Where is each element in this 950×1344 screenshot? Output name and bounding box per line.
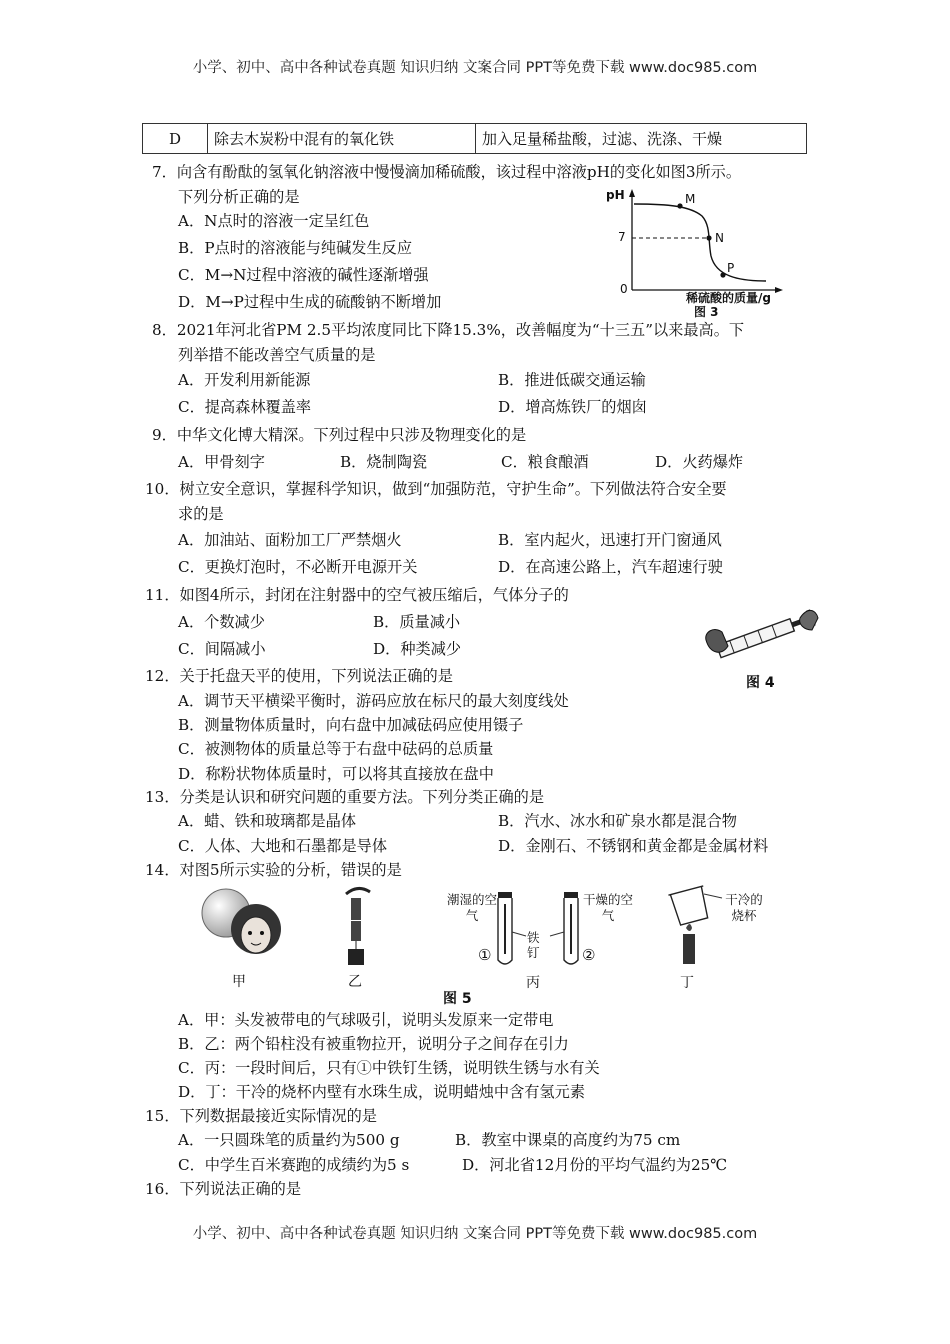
figure-4-syringe <box>700 596 820 691</box>
q7-stem-cont: 下列分析正确的是 <box>178 188 300 206</box>
fig5-label-yi: 乙 <box>348 974 362 990</box>
table-cell-method: 加入足量稀盐酸，过滤、洗涤、干燥 <box>476 124 807 154</box>
q16-stem: 16．下列说法正确的是 <box>145 1180 302 1198</box>
q7-option-d: D．M→P过程中生成的硫酸钠不断增加 <box>178 293 442 311</box>
fig5-label-bing: 丙 <box>526 975 540 991</box>
options-table <box>142 123 807 154</box>
q15-option-b: B．教室中课桌的高度约为75 cm <box>455 1131 681 1149</box>
q14-option-b: B．乙：两个铅柱没有被重物拉开，说明分子之间存在引力 <box>178 1035 569 1053</box>
q9-option-d: D．火药爆炸 <box>655 453 744 471</box>
q7-option-a: A．N点时的溶液一定呈红色 <box>178 212 370 230</box>
q15-option-d: D．河北省12月份的平均气温约为25℃ <box>462 1156 728 1174</box>
q14-option-a: A．甲：头发被带电的气球吸引，说明头发原来一定带电 <box>178 1011 554 1029</box>
fig3-origin-label: 0 <box>620 282 628 296</box>
q9-option-b: B．烧制陶瓷 <box>340 453 428 471</box>
q13-option-c: C．人体、大地和石墨都是导体 <box>178 837 388 855</box>
q11-stem: 11．如图4所示，封闭在注射器中的空气被压缩后，气体分子的 <box>145 586 569 604</box>
q8-stem-cont: 列举措不能改善空气质量的是 <box>178 346 376 364</box>
q10-option-c: C．更换灯泡时，不必断开电源开关 <box>178 558 418 576</box>
figure-5-jia-balloon-hair <box>196 885 286 990</box>
fig5-nail-label: 铁钉 <box>527 930 540 960</box>
q15-option-a: A．一只圆珠笔的质量约为500 g <box>178 1131 400 1149</box>
q8-option-c: C．提高森林覆盖率 <box>178 398 312 416</box>
q11-option-d: D．种类减少 <box>373 640 462 658</box>
q14-stem: 14．对图5所示实验的分析，错误的是 <box>145 861 402 879</box>
fig3-caption: 图 3 <box>694 305 719 319</box>
q8-stem: 8．2021年河北省PM 2.5平均浓度同比下降15.3%，改善幅度为“十三五”以来最高。下 <box>152 321 745 339</box>
q7-option-c: C．M→N过程中溶液的碱性逐渐增强 <box>178 266 429 284</box>
q15-stem: 15．下列数据最接近实际情况的是 <box>145 1107 377 1125</box>
fig3-y7-label: 7 <box>618 230 626 244</box>
q13-option-a: A．蜡、铁和玻璃都是晶体 <box>178 812 357 830</box>
q9-stem: 9．中华文化博大精深。下列过程中只涉及物理变化的是 <box>152 426 527 444</box>
q10-option-a: A．加油站、面粉加工厂严禁烟火 <box>178 531 402 549</box>
fig5-tube-1-label: ① <box>478 946 492 964</box>
page-footer: 小学、初中、高中各种试卷真题 知识归纳 文案合同 PPT等免费下载 www.doc985.com <box>192 1226 758 1242</box>
fig5-label-jia: 甲 <box>232 974 246 990</box>
figure-5-bing-iron-nail-tubes <box>440 890 633 991</box>
q12-option-c: C．被测物体的质量总等于右盘中砝码的总质量 <box>178 740 494 758</box>
q10-option-b: B．室内起火，迅速打开门窗通风 <box>498 531 722 549</box>
q8-option-a: A．开发利用新能源 <box>178 371 311 389</box>
table-cell-purpose: 除去木炭粉中混有的氧化铁 <box>208 124 476 154</box>
q14-option-c: C．丙：一段时间后，只有①中铁钉生锈，说明铁生锈与水有关 <box>178 1059 600 1077</box>
q11-option-c: C．间隔减小 <box>178 640 266 658</box>
q14-option-d: D．丁：干冷的烧杯内壁有水珠生成，说明蜡烛中含有氢元素 <box>178 1083 586 1101</box>
fig5-caption: 图 5 <box>443 991 472 1007</box>
q13-stem: 13．分类是认识和研究问题的重要方法。下列分类正确的是 <box>145 788 545 806</box>
q7-stem: 7．向含有酚酞的氢氧化钠溶液中慢慢滴加稀硫酸，该过程中溶液pH的变化如图3所示。 <box>152 163 742 181</box>
fig5-cold-beaker-label: 干冷的烧杯 <box>725 892 763 923</box>
q12-option-d: D．称粉状物体质量时，可以将其直接放在盘中 <box>178 765 494 783</box>
fig3-x-label: 稀硫酸的质量/g <box>686 291 771 305</box>
table-row <box>143 124 807 154</box>
q9-option-c: C．粮食酿酒 <box>501 453 589 471</box>
page-header: 小学、初中、高中各种试卷真题 知识归纳 文案合同 PPT等免费下载 www.doc985.com <box>192 60 758 76</box>
figure-3-ph-curve <box>598 186 788 318</box>
q13-option-d: D．金刚石、不锈钢和黄金都是金属材料 <box>498 837 769 855</box>
q8-option-b: B．推进低碳交通运输 <box>498 371 646 389</box>
q15-option-c: C．中学生百米赛跑的成绩约为5 s <box>178 1156 410 1174</box>
q13-option-b: B．汽水、冰水和矿泉水都是混合物 <box>498 812 737 830</box>
fig4-caption: 图 4 <box>746 675 775 691</box>
q12-stem: 12．关于托盘天平的使用，下列说法正确的是 <box>145 667 453 685</box>
fig5-wet-air-label: 潮湿的空气 <box>446 892 497 923</box>
q10-stem: 10．树立安全意识，掌握科学知识，做到“加强防范，守护生命”。下列做法符合安全要 <box>145 480 727 498</box>
table-cell-label: D <box>143 124 208 154</box>
fig5-tube-2-label: ② <box>582 946 596 964</box>
q11-option-b: B．质量减小 <box>373 613 461 631</box>
fig3-point-n: N <box>715 231 724 245</box>
q10-stem-cont: 求的是 <box>178 505 224 523</box>
fig3-point-m: M <box>685 192 696 206</box>
figure-5-yi-lead-cylinders <box>336 884 376 990</box>
fig3-point-p: P <box>727 261 735 275</box>
q10-option-d: D．在高速公路上，汽车超速行驶 <box>498 558 723 576</box>
q9-option-a: A．甲骨刻字 <box>178 453 265 471</box>
q12-option-b: B．测量物体质量时，向右盘中加减砝码应使用镊子 <box>178 716 524 734</box>
q12-option-a: A．调节天平横梁平衡时，游码应放在标尺的最大刻度线处 <box>178 692 569 710</box>
fig5-dry-air-label: 干燥的空气 <box>582 892 633 923</box>
q8-option-d: D．增高炼铁厂的烟囱 <box>498 398 647 416</box>
q7-option-b: B．P点时的溶液能与纯碱发生反应 <box>178 239 413 257</box>
fig5-label-ding: 丁 <box>680 975 694 991</box>
fig3-y-label: pH <box>606 188 625 202</box>
figure-5-ding-candle-beaker <box>664 884 774 991</box>
q11-option-a: A．个数减少 <box>178 613 265 631</box>
